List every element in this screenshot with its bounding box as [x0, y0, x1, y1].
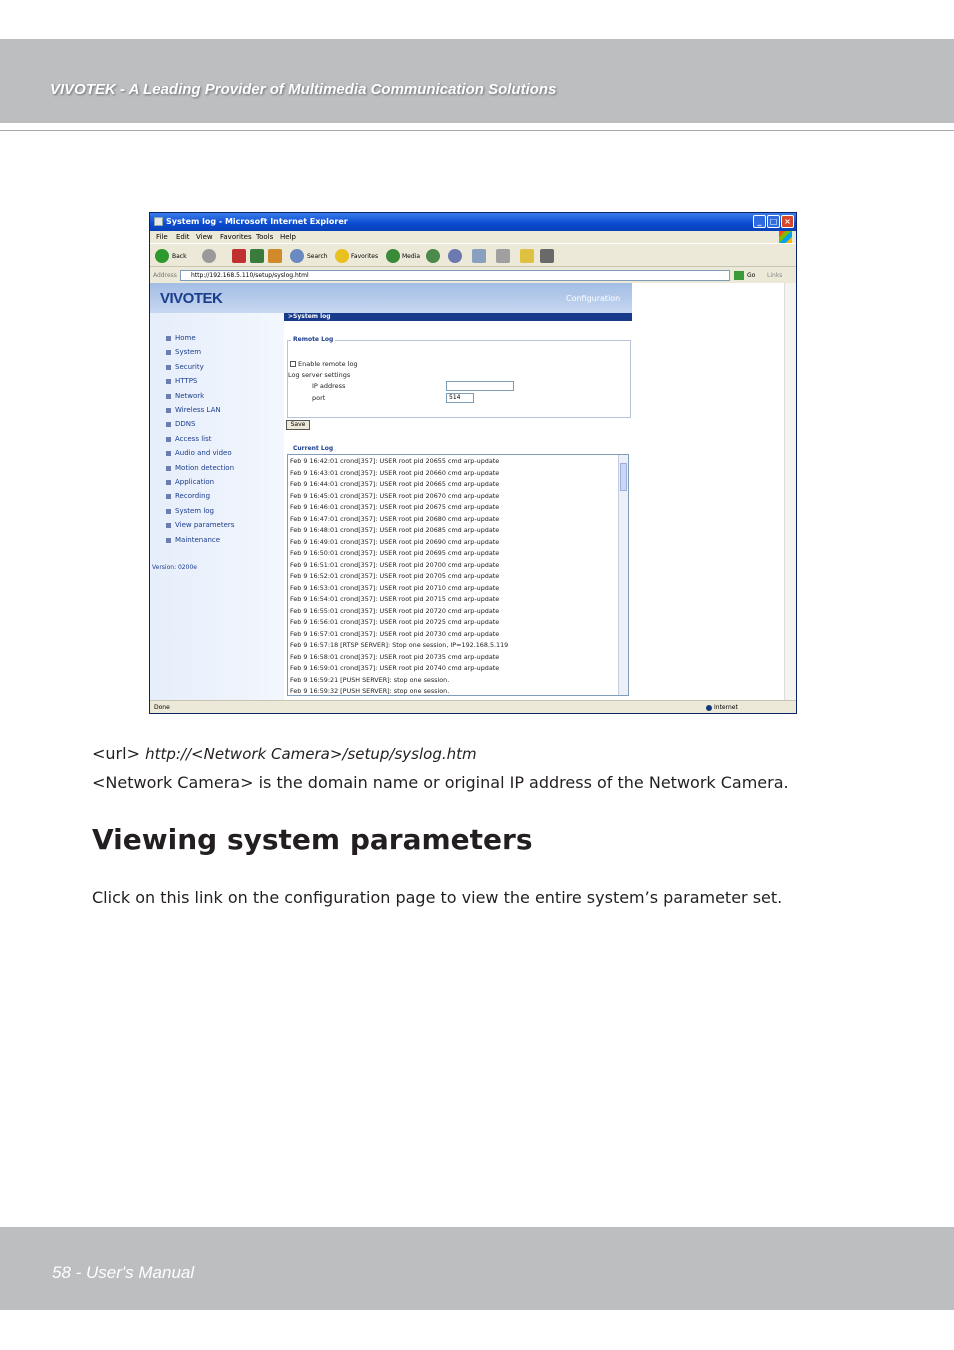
bullet-icon: [166, 494, 171, 499]
forward-icon[interactable]: [202, 249, 216, 263]
status-bar: [150, 700, 796, 713]
save-button[interactable]: Save: [286, 420, 310, 430]
log-line: Feb 9 16:43:01 crond[357]: USER root pid 20660 cmd arp-update: [290, 468, 500, 477]
bullet-icon: [166, 408, 171, 413]
address-input[interactable]: http://192.168.5.110/setup/syslog.html: [180, 270, 730, 281]
internet-zone-icon: [706, 705, 712, 711]
log-line: Feb 9 16:56:01 crond[357]: USER root pid 20725 cmd arp-update: [290, 618, 500, 626]
log-line: Feb 9 16:44:01 crond[357]: USER root pid 20665 cmd arp-update: [290, 480, 500, 488]
nav-access-list[interactable]: Access list: [166, 435, 211, 443]
log-scrollbar[interactable]: [618, 455, 628, 695]
edit-icon[interactable]: [496, 249, 510, 263]
menu-help[interactable]: Help: [280, 233, 296, 241]
media-icon[interactable]: [386, 249, 400, 263]
port-label: port: [312, 394, 326, 402]
ip-address-input[interactable]: [446, 381, 514, 391]
windows-logo-icon: [779, 231, 792, 243]
nav-https[interactable]: HTTPS: [166, 377, 197, 385]
log-line: Feb 9 16:47:01 crond[357]: USER root pid 20680 cmd arp-update: [290, 514, 500, 523]
left-nav: [150, 313, 284, 700]
header-title: VIVOTEK - A Leading Provider of Multimedia Communication Solutions: [50, 81, 557, 98]
minimize-icon[interactable]: _: [753, 215, 766, 228]
current-log-title: Current Log: [293, 445, 334, 452]
favorites-label[interactable]: Favorites: [351, 253, 379, 260]
home-icon[interactable]: [268, 249, 282, 263]
ip-address-label: IP address: [312, 382, 346, 390]
log-line: Feb 9 16:45:01 crond[357]: USER root pid 20670 cmd arp-update: [290, 491, 500, 500]
links-label[interactable]: Links: [767, 272, 783, 279]
go-button[interactable]: Go: [747, 272, 756, 279]
body-paragraph: Click on this link on the configuration page to view the entire system’s parameter set.: [92, 888, 783, 907]
window-titlebar: [150, 213, 796, 231]
log-line: Feb 9 16:51:01 crond[357]: USER root pid 20700 cmd arp-update: [290, 560, 500, 569]
history-icon[interactable]: [426, 249, 440, 263]
messenger-icon[interactable]: [540, 249, 554, 263]
nav-view-parameters[interactable]: View parameters: [166, 521, 234, 529]
browser-screenshot: [149, 212, 797, 714]
log-line: Feb 9 16:42:01 crond[357]: USER root pid 20655 cmd arp-update: [290, 457, 500, 465]
go-icon[interactable]: [734, 271, 744, 280]
bullet-icon: [166, 350, 171, 355]
media-label[interactable]: Media: [402, 253, 421, 260]
folder-icon[interactable]: [520, 249, 534, 263]
log-line: Feb 9 16:53:01 crond[357]: USER root pid 20710 cmd arp-update: [290, 583, 500, 592]
log-line: Feb 9 16:59:21 [PUSH SERVER]: stop one session.: [290, 675, 450, 684]
page-scrollbar[interactable]: [784, 283, 796, 700]
url-line: [92, 744, 477, 763]
nav-security[interactable]: Security: [166, 363, 204, 371]
port-input[interactable]: 514: [446, 393, 474, 403]
menu-view[interactable]: View: [196, 233, 213, 241]
vivotek-logo: VIVOTEK: [160, 290, 223, 307]
section-heading: Viewing system parameters: [92, 823, 533, 856]
menu-tools[interactable]: Tools: [256, 233, 274, 241]
configuration-label: Configuration: [566, 294, 621, 303]
bullet-icon: [166, 365, 171, 370]
nav-network[interactable]: Network: [166, 392, 204, 400]
close-icon[interactable]: ×: [781, 215, 794, 228]
log-server-settings-label: Log server settings: [288, 371, 351, 379]
bullet-icon: [166, 379, 171, 384]
menubar: [150, 231, 796, 243]
footer-page-label: 58 - User's Manual: [52, 1263, 195, 1282]
url-value: http://<Network Camera>/setup/syslog.htm: [145, 745, 477, 763]
log-line: Feb 9 16:59:01 crond[357]: USER root pid 20740 cmd arp-update: [290, 664, 500, 672]
stop-icon[interactable]: [232, 249, 246, 263]
vivotek-banner: [150, 283, 632, 313]
firmware-version: Version: 0200e: [152, 564, 197, 571]
url-prefix: <url>: [92, 744, 140, 763]
bullet-icon: [166, 437, 171, 442]
log-line: Feb 9 16:57:18 [RTSP SERVER]: Stop one session, IP=192.168.5.119: [290, 641, 509, 649]
back-icon[interactable]: [155, 249, 169, 263]
menu-file[interactable]: File: [156, 233, 168, 241]
log-line: Feb 9 16:54:01 crond[357]: USER root pid 20715 cmd arp-update: [290, 595, 500, 603]
log-line: Feb 9 16:52:01 crond[357]: USER root pid 20705 cmd arp-update: [290, 572, 500, 580]
header-rule: [0, 130, 954, 131]
nav-wireless-lan[interactable]: Wireless LAN: [166, 406, 221, 414]
window-title: System log - Microsoft Internet Explorer: [166, 217, 348, 226]
nav-audio-video[interactable]: Audio and video: [166, 449, 232, 457]
nav-application[interactable]: Application: [166, 478, 214, 486]
favorites-icon[interactable]: [335, 249, 349, 263]
back-label[interactable]: Back: [172, 253, 187, 260]
print-icon[interactable]: [472, 249, 486, 263]
nav-ddns[interactable]: DDNS: [166, 420, 195, 428]
menu-favorites[interactable]: Favorites: [220, 233, 252, 241]
bullet-icon: [166, 538, 171, 543]
nav-maintenance[interactable]: Maintenance: [166, 536, 220, 544]
menu-edit[interactable]: Edit: [176, 233, 190, 241]
log-line: Feb 9 16:46:01 crond[357]: USER root pid 20675 cmd arp-update: [290, 503, 500, 511]
status-done: Done: [154, 704, 170, 711]
search-label[interactable]: Search: [307, 253, 328, 260]
page-viewport: [150, 283, 796, 700]
nav-system-log[interactable]: System log: [166, 507, 214, 515]
bullet-icon: [166, 394, 171, 399]
address-label: Address: [153, 272, 177, 279]
log-line: Feb 9 16:50:01 crond[357]: USER root pid 20695 cmd arp-update: [290, 549, 500, 557]
nav-recording[interactable]: Recording: [166, 492, 210, 500]
nav-system[interactable]: System: [166, 348, 201, 356]
log-line: Feb 9 16:58:01 crond[357]: USER root pid 20735 cmd arp-update: [290, 652, 500, 661]
mail-icon[interactable]: [448, 249, 462, 263]
log-line: Feb 9 16:48:01 crond[357]: USER root pid 20685 cmd arp-update: [290, 526, 500, 534]
bullet-icon: [166, 466, 171, 471]
bullet-icon: [166, 509, 171, 514]
search-icon[interactable]: [290, 249, 304, 263]
bullet-icon: [166, 523, 171, 528]
refresh-icon[interactable]: [250, 249, 264, 263]
address-bar: [150, 268, 796, 283]
log-line: Feb 9 16:57:01 crond[357]: USER root pid 20730 cmd arp-update: [290, 629, 500, 638]
enable-remote-log[interactable]: Enable remote log: [290, 360, 358, 368]
ie-page-icon: [154, 217, 163, 226]
url-description: <Network Camera> is the domain name or original IP address of the Network Camera.: [92, 773, 789, 792]
section-title: >System log: [284, 313, 632, 321]
enable-remote-log-checkbox[interactable]: [290, 361, 296, 367]
bullet-icon: [166, 480, 171, 485]
current-log-textarea[interactable]: [287, 454, 629, 696]
bullet-icon: [166, 422, 171, 427]
maximize-icon[interactable]: □: [767, 215, 780, 228]
remote-log-title: Remote Log: [293, 336, 334, 343]
log-scroll-thumb[interactable]: [620, 463, 627, 491]
remote-log-box: [287, 340, 631, 418]
log-line: Feb 9 16:49:01 crond[357]: USER root pid 20690 cmd arp-update: [290, 537, 500, 546]
nav-motion-detection[interactable]: Motion detection: [166, 464, 234, 472]
browser-toolbar: [150, 243, 796, 267]
log-line: Feb 9 16:59:32 [PUSH SERVER]: stop one session.: [290, 687, 450, 695]
status-zone: Internet: [706, 704, 738, 711]
bullet-icon: [166, 336, 171, 341]
log-line: Feb 9 16:55:01 crond[357]: USER root pid 20720 cmd arp-update: [290, 606, 500, 615]
nav-home[interactable]: Home: [166, 334, 196, 342]
bullet-icon: [166, 451, 171, 456]
